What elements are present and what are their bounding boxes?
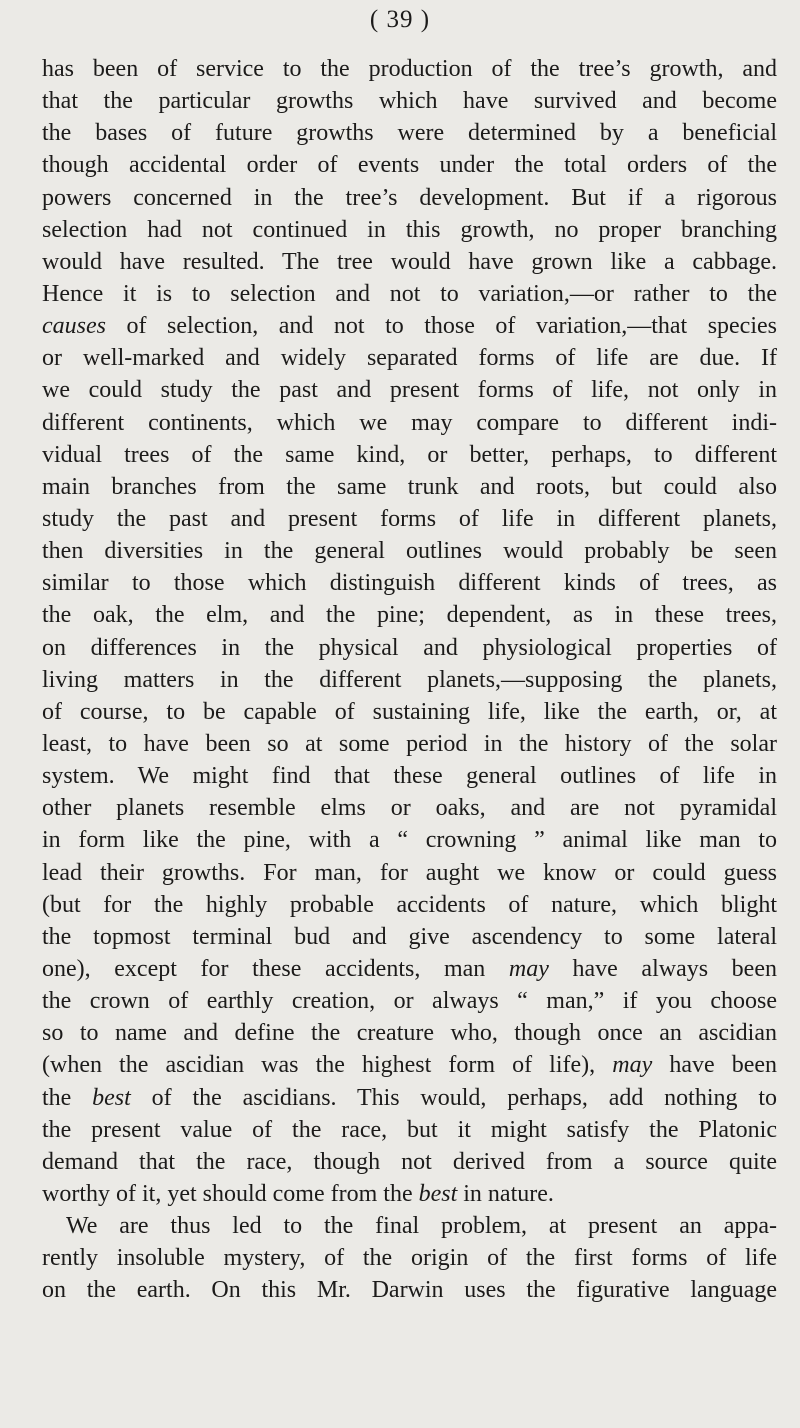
text-run: lead their growths. For man, for aught we know or could guess	[42, 859, 777, 886]
italic-text: may	[612, 1052, 653, 1079]
text-run: the bases of future growths were determined by a beneficial	[42, 120, 777, 147]
text-run: Hence it is to selection and not to variation,—or rather to the	[42, 280, 777, 307]
text-run: similar to those which distinguish different kinds of trees, as	[42, 570, 777, 597]
text-run: living matters in the different planets,—supposing the planets,	[42, 666, 777, 693]
text-line	[42, 117, 777, 149]
text-run: so to name and define the creature who, though once an ascidian	[42, 1020, 777, 1047]
text-line	[42, 1242, 777, 1274]
text-line	[42, 439, 777, 471]
text-run: of the ascidians. This would, perhaps, add nothing to	[130, 1084, 777, 1111]
text-line	[42, 1178, 777, 1210]
text-line	[42, 857, 777, 889]
text-line	[42, 149, 777, 181]
text-line	[42, 214, 777, 246]
text-line	[42, 1049, 777, 1081]
text-run: would have resulted. The tree would have grown like a cabbage.	[42, 248, 777, 275]
text-run: (when the ascidian was the highest form of life),	[42, 1052, 613, 1079]
text-run: the	[42, 1084, 93, 1111]
text-run: the oak, the elm, and the pine; dependent, as in these trees,	[42, 602, 777, 629]
text-run: demand that the race, though not derived from a source quite	[42, 1148, 777, 1175]
page-number: ( 39 )	[369, 6, 431, 33]
text-run: one), except for these accidents, man	[42, 955, 509, 982]
text-line	[42, 1210, 777, 1242]
text-line	[42, 310, 777, 342]
text-run: We are thus led to the final problem, at present an appa-	[66, 1213, 777, 1240]
italic-text: causes	[42, 313, 106, 340]
text-run: study the past and present forms of life in different planets,	[42, 505, 777, 532]
text-run: main branches from the same trunk and roots, but could also	[42, 473, 777, 500]
body-text	[42, 53, 777, 1306]
text-line	[42, 1082, 777, 1114]
italic-text: best	[418, 1180, 458, 1207]
text-run: powers concerned in the tree’s development. But if a rigorous	[42, 184, 777, 211]
text-line	[42, 503, 777, 535]
text-run: in nature.	[457, 1180, 554, 1207]
text-line	[42, 535, 777, 567]
italic-text: may	[508, 955, 549, 982]
text-line	[42, 792, 777, 824]
text-run: of course, to be capable of sustaining life, like the earth, or, at	[42, 698, 777, 725]
text-line	[42, 246, 777, 278]
text-line	[42, 824, 777, 856]
text-line	[42, 985, 777, 1017]
text-line	[42, 728, 777, 760]
text-line	[42, 760, 777, 792]
text-line	[42, 1146, 777, 1178]
text-line	[42, 1114, 777, 1146]
text-line	[42, 664, 777, 696]
text-line	[42, 53, 777, 85]
text-run: we could study the past and present forms of life, not only in	[42, 377, 777, 404]
text-run: worthy of it, yet should come from the	[42, 1180, 419, 1207]
text-run: the topmost terminal bud and give ascendency to some lateral	[42, 923, 777, 950]
text-run: in form like the pine, with a “ crowning ” animal like man to	[42, 827, 777, 854]
text-line	[42, 1274, 777, 1306]
text-line	[42, 889, 777, 921]
text-run: have always been	[548, 955, 777, 982]
text-run: that the particular growths which have survived and become	[42, 88, 777, 115]
text-run: though accidental order of events under the total orders of the	[42, 152, 777, 179]
text-run: rently insoluble mystery, of the origin of the first forms of life	[42, 1245, 777, 1272]
text-run: system. We might find that these general outlines of life in	[42, 763, 777, 790]
text-run: or well-marked and widely separated forms of life are due. If	[42, 345, 777, 372]
text-line	[42, 567, 777, 599]
text-run: on the earth. On this Mr. Darwin uses the figurative language	[42, 1277, 777, 1304]
text-run: selection had not continued in this growth, no proper branching	[42, 216, 777, 243]
text-line	[42, 599, 777, 631]
text-line	[42, 342, 777, 374]
text-line	[42, 953, 777, 985]
text-run: the present value of the race, but it might satisfy the Platonic	[42, 1116, 777, 1143]
text-run: of selection, and not to those of variation,—that species	[105, 313, 777, 340]
text-run: then diversities in the general outlines would probably be seen	[42, 538, 777, 565]
text-line	[42, 921, 777, 953]
text-line	[42, 182, 777, 214]
text-run: least, to have been so at some period in the history of the solar	[42, 730, 777, 757]
italic-text: best	[92, 1084, 131, 1111]
text-line	[42, 374, 777, 406]
text-run: different continents, which we may compare to different indi-	[42, 409, 777, 436]
text-run: (but for the highly probable accidents of nature, which blight	[42, 891, 777, 918]
text-run: have been	[652, 1052, 777, 1079]
text-run: vidual trees of the same kind, or better, perhaps, to different	[42, 441, 777, 468]
text-line	[42, 471, 777, 503]
text-line	[42, 407, 777, 439]
text-line	[42, 696, 777, 728]
text-line	[42, 85, 777, 117]
text-line	[42, 632, 777, 664]
text-line	[42, 278, 777, 310]
text-run: other planets resemble elms or oaks, and are not pyramidal	[42, 795, 777, 822]
text-run: the crown of earthly creation, or always “ man,” if you choose	[42, 988, 777, 1015]
text-run: on differences in the physical and physiological properties of	[42, 634, 777, 661]
text-run: has been of service to the production of the tree’s growth, and	[42, 56, 777, 82]
text-line	[42, 1017, 777, 1049]
